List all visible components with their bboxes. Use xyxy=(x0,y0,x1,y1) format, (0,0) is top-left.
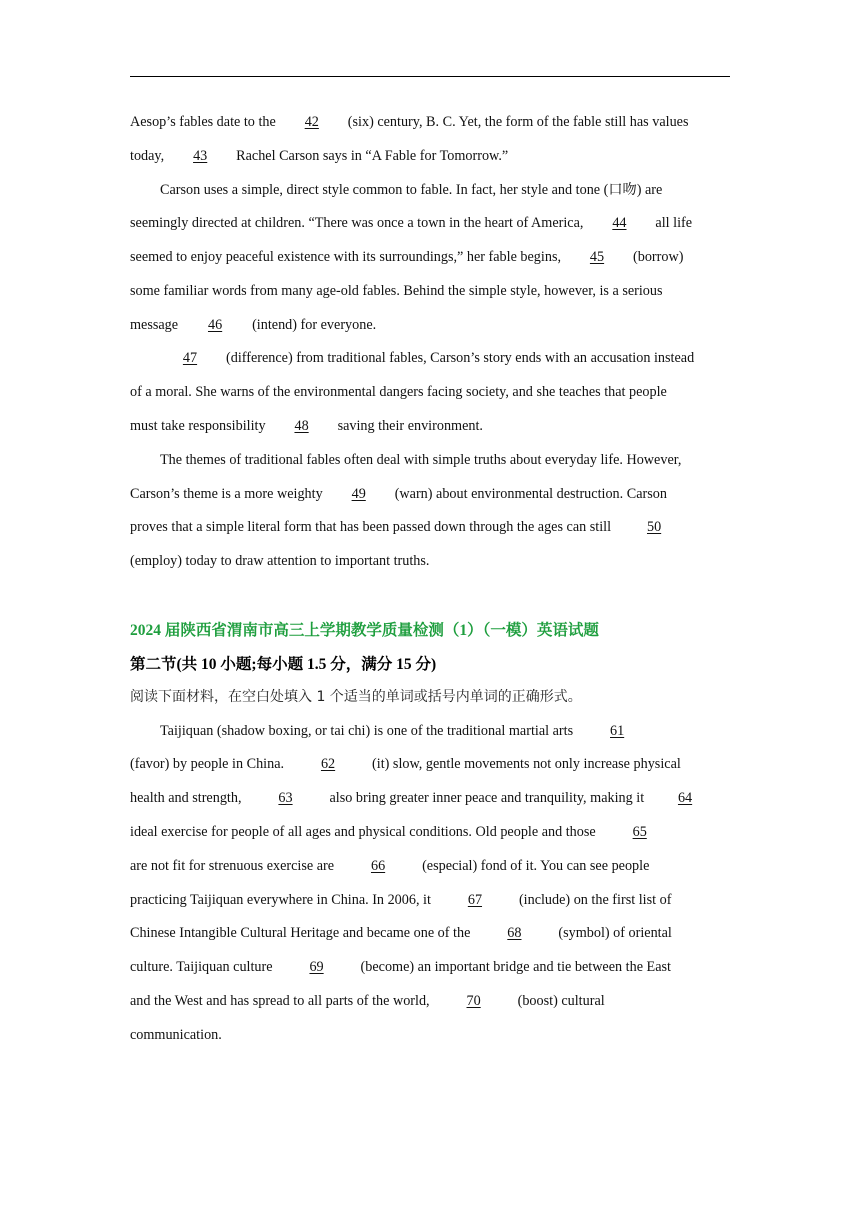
text: Chinese Intangible Cultural Heritage and became one of the xyxy=(130,925,471,941)
text: (symbol) of oriental xyxy=(558,925,672,941)
passage2-line-7 xyxy=(130,923,672,943)
passage1-line-7 xyxy=(130,315,376,335)
text: are not fit for strenuous exercise are xyxy=(130,858,335,874)
section-subtitle: 第二节(共 10 小题;每小题 1.5 分，满分 15 分) xyxy=(130,656,437,673)
passage1-line-9 xyxy=(130,382,667,402)
passage1-line-5 xyxy=(130,247,683,267)
text: some familiar words from many age-old fables. Behind the simple style, however, is a serious xyxy=(130,283,663,299)
text: (especial) fond of it. You can see people xyxy=(422,858,650,874)
passage2-line-9 xyxy=(130,991,605,1011)
passage2-line-10 xyxy=(130,1025,222,1045)
blank-62[interactable]: 62 xyxy=(320,756,336,772)
passage1-line-3 xyxy=(160,180,662,200)
blank-61[interactable]: 61 xyxy=(610,723,625,739)
text: culture. Taijiquan culture xyxy=(130,959,273,975)
text: Taijiquan (shadow boxing, or tai chi) is one of the traditional martial arts xyxy=(160,723,574,739)
blank-50[interactable]: 50 xyxy=(646,519,662,535)
text: must take responsibility xyxy=(130,418,266,434)
text: all life xyxy=(655,215,693,231)
passage1-line-11 xyxy=(160,450,681,470)
text: Carson uses a simple, direct style common to fable. In fact, her style and tone (口吻) are xyxy=(160,182,663,198)
blank-63[interactable]: 63 xyxy=(278,790,293,806)
blank-48[interactable]: 48 xyxy=(294,418,309,434)
text: (intend) for everyone. xyxy=(252,317,377,333)
text: and the West and has spread to all parts of the world, xyxy=(130,993,430,1009)
text: of a moral. She warns of the environmental dangers facing society, and she teaches that people xyxy=(130,384,667,400)
passage2-line-6 xyxy=(130,890,671,910)
text: The themes of traditional fables often deal with simple truths about everyday life. However, xyxy=(160,452,682,468)
text: (favor) by people in China. xyxy=(130,756,285,772)
blank-65[interactable]: 65 xyxy=(632,824,647,840)
text: Carson’s theme is a more weighty xyxy=(130,486,323,502)
passage1-line-8 xyxy=(160,348,694,368)
passage2-line-4 xyxy=(130,822,678,842)
blank-68[interactable]: 68 xyxy=(507,925,522,941)
text: Rachel Carson says in “A Fable for Tomorrow.” xyxy=(236,148,509,164)
passage1-line-13 xyxy=(130,517,691,537)
text: also bring greater inner peace and tranquility, making it xyxy=(329,790,645,806)
blank-44[interactable]: 44 xyxy=(612,215,627,231)
text: (include) on the first list of xyxy=(518,892,672,908)
text: proves that a simple literal form that has been passed down through the ages can still xyxy=(130,519,612,535)
passage2-line-5 xyxy=(130,856,649,876)
text: seemed to enjoy peaceful existence with its surroundings,” her fable begins, xyxy=(130,249,562,265)
blank-69[interactable]: 69 xyxy=(309,959,324,975)
text: today, xyxy=(130,148,165,164)
blank-46[interactable]: 46 xyxy=(207,317,223,333)
text: (it) slow, gentle movements not only increase physical xyxy=(372,756,681,772)
passage1-line-6 xyxy=(130,281,663,301)
blank-47[interactable]: 47 xyxy=(182,350,198,366)
text: (boost) cultural xyxy=(517,993,605,1009)
text: message xyxy=(130,317,179,333)
passage2-line-2 xyxy=(130,754,681,774)
passage1-line-4 xyxy=(130,213,692,233)
passage1-line-10 xyxy=(130,416,483,436)
blank-49[interactable]: 49 xyxy=(351,486,366,502)
text: saving their environment. xyxy=(337,418,483,434)
passage1-line-2 xyxy=(130,146,508,166)
exam-title: 2024 届陕西省渭南市高三上学期教学质量检测（1）（一模）英语试题 xyxy=(130,622,599,639)
blank-70[interactable]: 70 xyxy=(466,993,481,1009)
blank-43[interactable]: 43 xyxy=(193,148,208,164)
text: communication. xyxy=(130,1027,222,1043)
instruction-text: 阅读下面材料，在空白处填入 1 个适当的单词或括号内单词的正确形式。 xyxy=(130,689,582,705)
passage2-line-1 xyxy=(160,721,655,741)
text: seemingly directed at children. “There was once a town in the heart of America, xyxy=(130,215,584,231)
text: (employ) today to draw attention to important truths. xyxy=(130,553,430,569)
blank-66[interactable]: 66 xyxy=(370,858,386,874)
blank-64[interactable]: 64 xyxy=(677,790,693,806)
passage2-line-8 xyxy=(130,957,671,977)
blank-42[interactable]: 42 xyxy=(304,114,319,130)
text: practicing Taijiquan everywhere in China. In 2006, it xyxy=(130,892,431,908)
text: (difference) from traditional fables, Carson’s story ends with an accusation instead xyxy=(226,350,695,366)
blank-45[interactable]: 45 xyxy=(589,249,605,265)
text: (warn) about environmental destruction. Carson xyxy=(394,486,667,502)
passage1-line-1 xyxy=(130,112,688,132)
passage1-line-14 xyxy=(130,551,429,571)
text: ideal exercise for people of all ages and physical conditions. Old people and those xyxy=(130,824,596,840)
text: (borrow) xyxy=(633,249,684,265)
blank-67[interactable]: 67 xyxy=(467,892,483,908)
text: (six) century, B. C. Yet, the form of the fable still has values xyxy=(347,114,689,130)
header-rule xyxy=(130,76,730,77)
text: Aesop’s fables date to the xyxy=(130,114,276,130)
passage2-line-3 xyxy=(130,788,692,808)
passage1-line-12 xyxy=(130,484,667,504)
text: (become) an important bridge and tie between the East xyxy=(360,959,671,975)
text: health and strength, xyxy=(130,790,242,806)
